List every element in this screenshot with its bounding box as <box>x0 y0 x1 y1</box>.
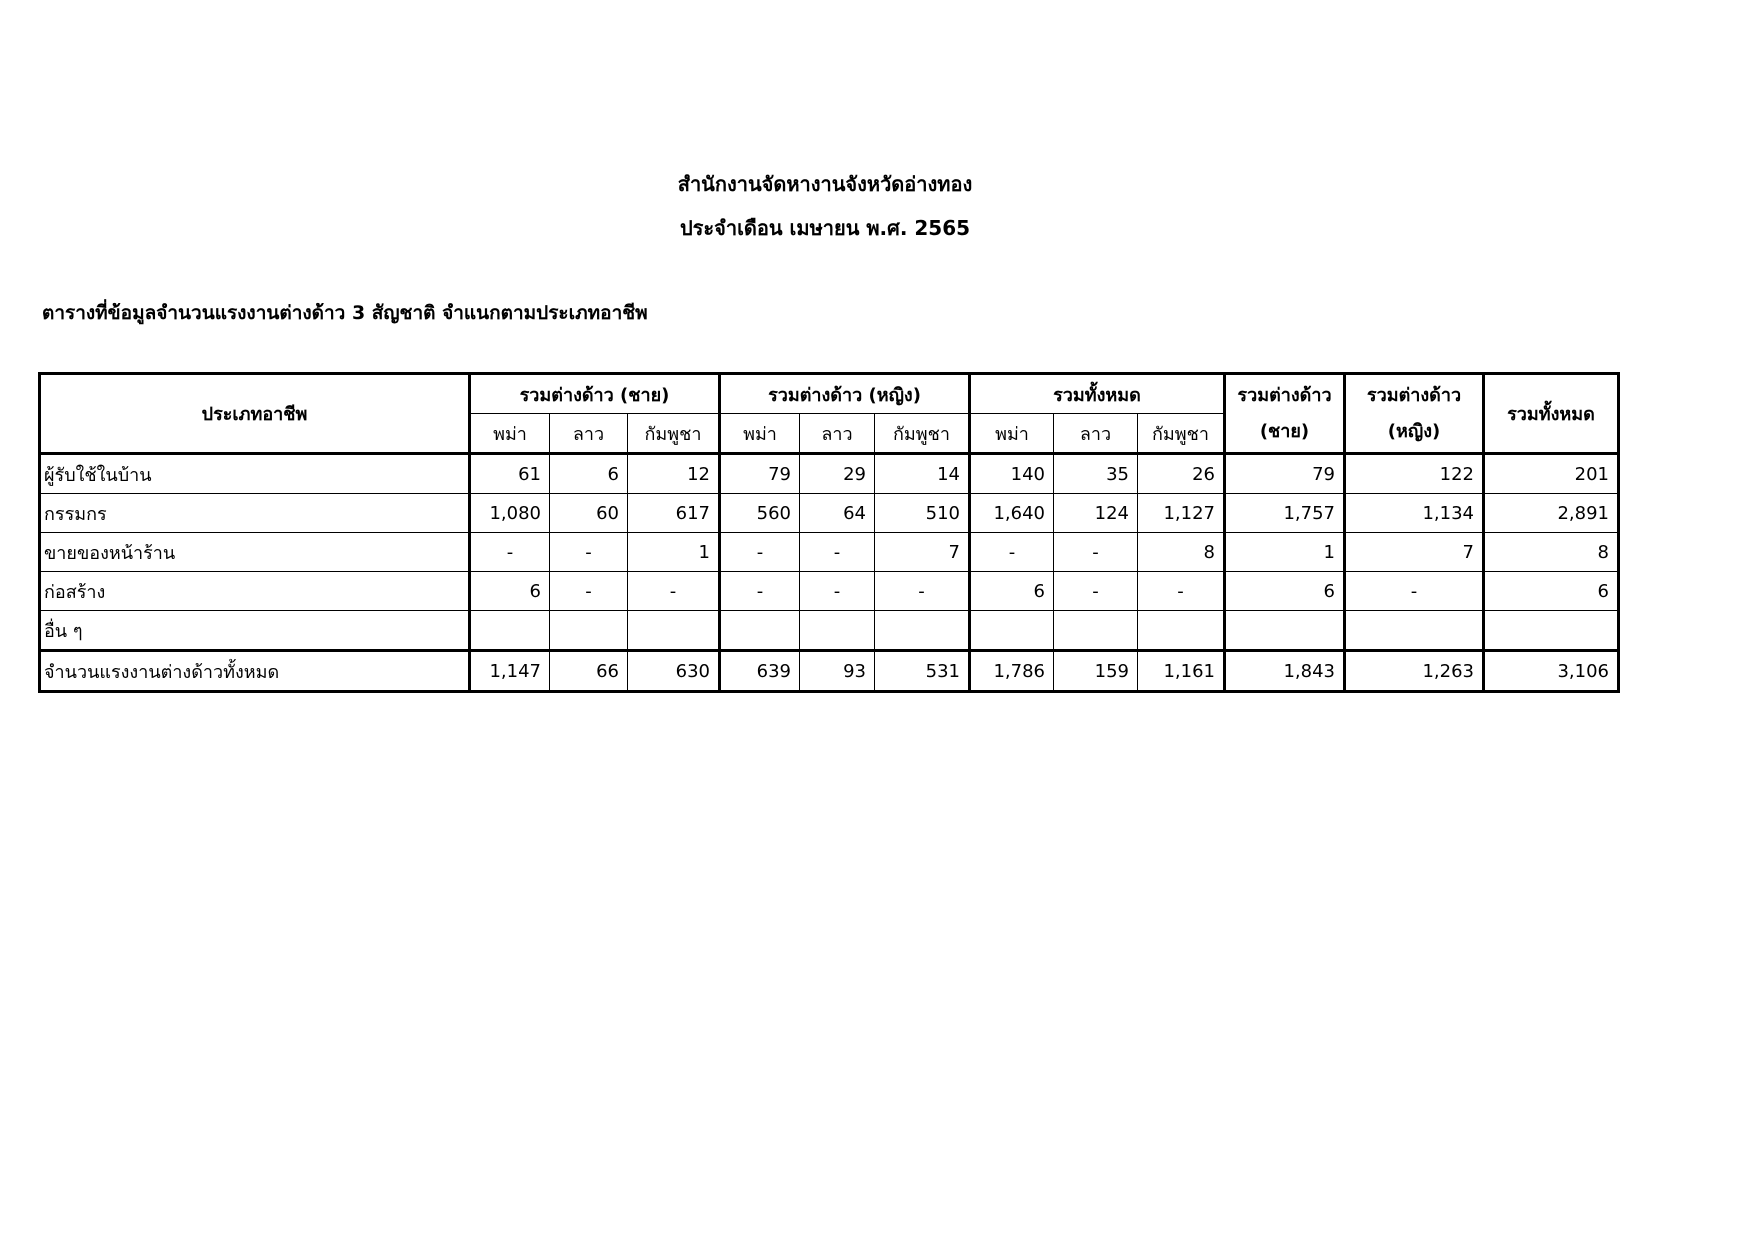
occupation-label: กรรมกร <box>40 494 470 533</box>
table-cell: - <box>1054 533 1138 572</box>
table-cell: 79 <box>720 454 800 494</box>
table-cell: 1,843 <box>1225 651 1345 692</box>
occupation-label: ผู้รับใช้ในบ้าน <box>40 454 470 494</box>
table-cell: - <box>470 533 550 572</box>
table-cell <box>1138 611 1225 651</box>
table-cell: 1 <box>628 533 720 572</box>
table-row <box>40 533 1619 572</box>
header-grand-total: รวมทั้งหมด <box>1484 374 1619 454</box>
occupation-label: จำนวนแรงงานต่างด้าวทั้งหมด <box>40 651 470 692</box>
occupation-label: ก่อสร้าง <box>40 572 470 611</box>
table-cell <box>1345 611 1484 651</box>
occupation-label: อื่น ๆ <box>40 611 470 651</box>
table-cell: 1,640 <box>970 494 1054 533</box>
table-cell: 12 <box>628 454 720 494</box>
table-cell <box>470 611 550 651</box>
table-cell: 60 <box>550 494 628 533</box>
table-cell: 61 <box>470 454 550 494</box>
table-row <box>40 494 1619 533</box>
header-group-all: รวมทั้งหมด <box>970 374 1225 414</box>
table-total-row <box>40 651 1619 692</box>
table-cell <box>720 611 800 651</box>
table-cell <box>800 611 875 651</box>
header-female-cambodia: กัมพูชา <box>875 414 970 454</box>
table-cell <box>1054 611 1138 651</box>
header-total-female <box>1345 374 1484 454</box>
header-occupation: ประเภทอาชีพ <box>40 374 470 454</box>
table-cell: 64 <box>800 494 875 533</box>
table-cell: 1 <box>1225 533 1345 572</box>
header-total-female-line2: (หญิง) <box>1387 420 1441 442</box>
page-title: สำนักงานจัดหางานจังหวัดอ่างทอง <box>677 172 973 196</box>
table-cell: 8 <box>1484 533 1619 572</box>
table-cell: 630 <box>628 651 720 692</box>
table-cell: 1,757 <box>1225 494 1345 533</box>
table-cell <box>875 611 970 651</box>
table-cell <box>628 611 720 651</box>
header-all-cambodia: กัมพูชา <box>1138 414 1225 454</box>
table-cell: 6 <box>470 572 550 611</box>
table-cell: 35 <box>1054 454 1138 494</box>
table-cell: 8 <box>1138 533 1225 572</box>
table-cell: 1,127 <box>1138 494 1225 533</box>
table-cell: 14 <box>875 454 970 494</box>
table-cell: 159 <box>1054 651 1138 692</box>
header-all-laos: ลาว <box>1054 414 1138 454</box>
header-female-laos: ลาว <box>800 414 875 454</box>
header-male-myanmar: พม่า <box>470 414 550 454</box>
table-cell: - <box>1138 572 1225 611</box>
table-cell: - <box>720 533 800 572</box>
header-total-male-line2: (ชาย) <box>1259 420 1310 442</box>
occupation-label: ขายของหน้าร้าน <box>40 533 470 572</box>
table-cell: - <box>875 572 970 611</box>
page-subtitle: ประจำเดือน เมษายน พ.ศ. 2565 <box>679 216 971 240</box>
header-female-myanmar: พม่า <box>720 414 800 454</box>
table-cell: 1,786 <box>970 651 1054 692</box>
table-row <box>40 454 1619 494</box>
table-caption: ตารางที่ข้อมูลจำนวนแรงงานต่างด้าว 3 สัญชาติ จำแนกตามประเภทอาชีพ <box>42 302 648 324</box>
table-cell: - <box>1054 572 1138 611</box>
table-cell: - <box>1345 572 1484 611</box>
table-cell: 29 <box>800 454 875 494</box>
table-cell: 79 <box>1225 454 1345 494</box>
table-cell: 3,106 <box>1484 651 1619 692</box>
table-cell <box>970 611 1054 651</box>
table-cell: 124 <box>1054 494 1138 533</box>
occupation-table <box>38 372 1620 693</box>
table-cell: 1,134 <box>1345 494 1484 533</box>
header-male-laos: ลาว <box>550 414 628 454</box>
header-total-female-line1: รวมต่างด้าว <box>1366 384 1462 406</box>
header-male-cambodia: กัมพูชา <box>628 414 720 454</box>
table-cell: 93 <box>800 651 875 692</box>
table-cell: - <box>550 572 628 611</box>
table-cell: 617 <box>628 494 720 533</box>
table-cell: - <box>800 572 875 611</box>
table-cell: 1,080 <box>470 494 550 533</box>
table-cell: - <box>550 533 628 572</box>
header-all-myanmar: พม่า <box>970 414 1054 454</box>
table-cell: 1,263 <box>1345 651 1484 692</box>
table-cell: 510 <box>875 494 970 533</box>
table-cell: 122 <box>1345 454 1484 494</box>
table-cell: 6 <box>1484 572 1619 611</box>
table-cell: 7 <box>1345 533 1484 572</box>
table-cell: 26 <box>1138 454 1225 494</box>
table-cell: 531 <box>875 651 970 692</box>
table-cell: 2,891 <box>1484 494 1619 533</box>
table-cell <box>1225 611 1345 651</box>
table-cell: 140 <box>970 454 1054 494</box>
table-cell: 6 <box>550 454 628 494</box>
table-cell <box>550 611 628 651</box>
table-row <box>40 572 1619 611</box>
table-cell: - <box>800 533 875 572</box>
table-cell: - <box>720 572 800 611</box>
table-cell: 1,161 <box>1138 651 1225 692</box>
table-cell <box>1484 611 1619 651</box>
header-total-male <box>1225 374 1345 454</box>
header-group-male: รวมต่างด้าว (ชาย) <box>470 374 720 414</box>
table-cell: - <box>628 572 720 611</box>
table-cell: 6 <box>970 572 1054 611</box>
table-cell: 7 <box>875 533 970 572</box>
table-cell: 66 <box>550 651 628 692</box>
header-total-male-line1: รวมต่างด้าว <box>1237 384 1332 406</box>
table-cell: 560 <box>720 494 800 533</box>
header-group-female: รวมต่างด้าว (หญิง) <box>720 374 970 414</box>
table-row <box>40 611 1619 651</box>
table-cell: 6 <box>1225 572 1345 611</box>
table-cell: - <box>970 533 1054 572</box>
table-cell: 639 <box>720 651 800 692</box>
table-cell: 201 <box>1484 454 1619 494</box>
table-cell: 1,147 <box>470 651 550 692</box>
